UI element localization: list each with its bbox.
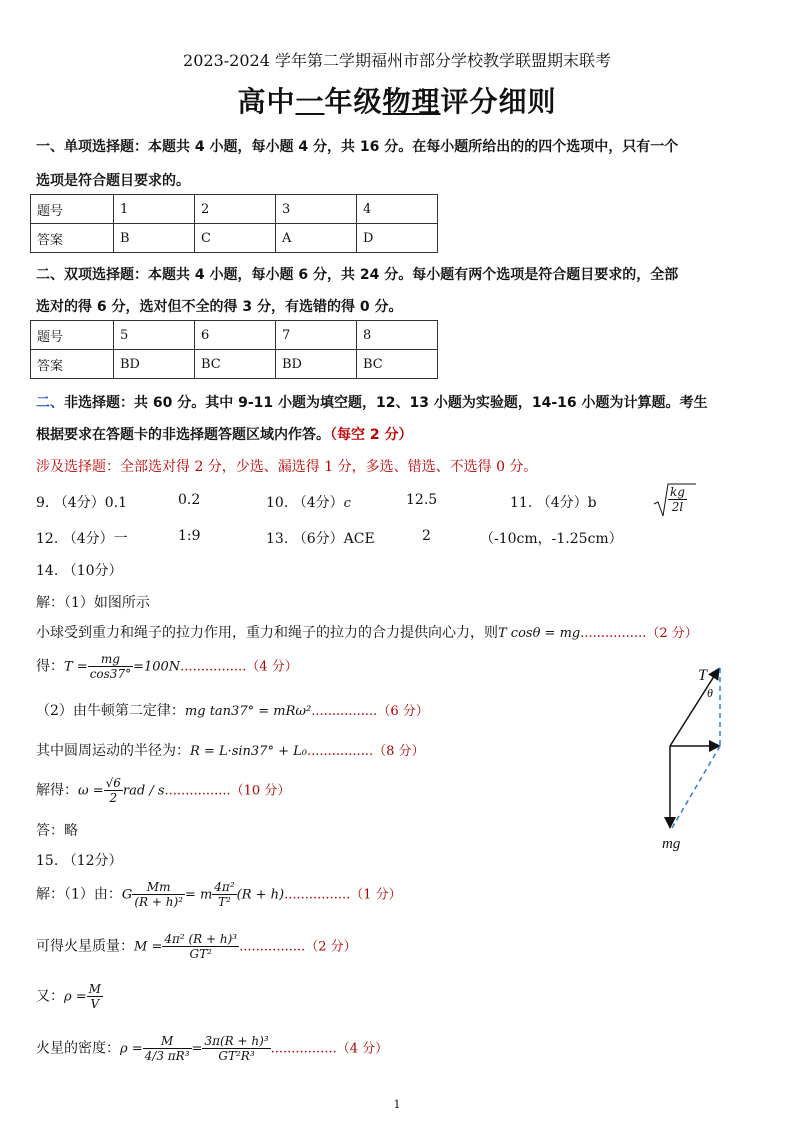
table-cell: B: [114, 224, 195, 253]
q15-step1-fraction2: [212, 880, 236, 909]
answer-q13-b: 2: [422, 528, 431, 544]
q14-step2-text: 小球受到重力和绳子的拉力作用，重力和绳子的拉力的合力提供向心力，则: [36, 625, 498, 641]
fraction-numerator: Mm: [132, 880, 185, 895]
dot-leader: ................: [180, 659, 247, 675]
answer-q10-b: 12.5: [406, 492, 438, 508]
q14-step3-prefix: 得：: [36, 658, 64, 675]
q15-step2-lhs: M =: [134, 939, 163, 955]
q15-step4: [36, 1034, 388, 1063]
q15-step1-G: G: [121, 887, 133, 903]
table-cell: 题号: [31, 321, 114, 350]
title-part2: 年级: [324, 85, 383, 118]
section3-line2-text: 根据要求在答题卡的非选择题答题区域内作答。: [36, 427, 330, 443]
answer-q10-label: 10. （4分）: [266, 495, 344, 511]
dot-leader: ................: [580, 626, 647, 641]
fraction-denominator: GT²R³: [218, 1049, 255, 1063]
table-row: [31, 350, 438, 379]
q15-step4-fraction2: [202, 1034, 270, 1063]
section3-line1: [36, 392, 708, 412]
q14-step6: [36, 776, 290, 805]
table-cell: 答案: [31, 350, 114, 379]
q15-step4-mid: =: [191, 1041, 203, 1057]
answer-q12: 12. （4分）一: [36, 531, 128, 547]
section3-note: 涉及选择题：全部选对得 2 分，少选、漏选得 1 分，多选、错选、不选得 0 分。: [36, 459, 538, 475]
q15-head: 15. （12分）: [36, 853, 123, 869]
tension-vector: [670, 670, 718, 746]
q15-step2-prefix: 可得火星质量：: [36, 938, 134, 955]
q14-step3-rhs: =100N: [133, 659, 181, 675]
answer-table-2: [30, 320, 438, 379]
answer-q9-b: 0.2: [178, 492, 201, 508]
q14-step6-lhs: ω =: [78, 783, 104, 799]
dot-leader: ................: [306, 744, 374, 759]
answer-q13-c: （-10cm，-1.25cm）: [480, 531, 623, 547]
q15-step4-prefix: 火星的密度：: [36, 1040, 120, 1057]
table-cell: C: [195, 224, 276, 253]
q14-step5-eq: R = L·sin37° + L₀: [190, 744, 307, 759]
table-cell: A: [276, 224, 357, 253]
section1-line1: 一、单项选择题：本题共 4 小题，每小题 4 分，共 16 分。在每小题所给出的的四个选项中，只有一个: [36, 139, 679, 155]
label-T: T: [698, 667, 707, 684]
fraction-numerator: 4π²: [214, 880, 235, 894]
q14-step3-fraction: [88, 652, 133, 681]
fraction-numerator: M: [143, 1034, 192, 1049]
title-part1: 高中: [237, 85, 296, 118]
q14-step4-eq: mg tan37° = mRω²: [184, 704, 312, 719]
parallelogram-line: [672, 746, 720, 828]
section1-line2: 选项是符合题目要求的。: [36, 173, 190, 189]
answer-q12-b: 1:9: [178, 528, 201, 544]
section2-line2: 选对的得 6 分，选对但不全的得 3 分，有选错的得 0 分。: [36, 299, 403, 315]
q15-step4-score: （4 分）: [336, 1041, 389, 1057]
table-cell: BD: [276, 350, 357, 379]
q15-step1-prefix: 解：（1）由：: [36, 886, 122, 903]
q15-step3: [36, 982, 103, 1011]
sqrt-fraction: [668, 485, 687, 514]
q14-step6-prefix: 解得：: [36, 782, 78, 799]
title-underlined-1: 一: [295, 85, 325, 118]
fraction-numerator: √6: [105, 776, 121, 790]
table-row: [31, 195, 438, 224]
q14-step2-score: （2 分）: [646, 626, 698, 641]
dot-leader: ................: [311, 704, 378, 719]
fraction-denominator: 2l: [671, 500, 684, 514]
fraction-numerator: mg: [88, 652, 133, 667]
title-underlined-2: 物理: [382, 85, 441, 118]
q15-step2-score: （2 分）: [305, 939, 357, 955]
section3-prefix: 二、: [36, 395, 64, 411]
fraction-denominator: 4/3 πR³: [144, 1049, 190, 1063]
table-cell: 2: [195, 195, 276, 224]
q14-step2-eq: T cosθ = mg: [498, 626, 581, 641]
q15-step4-fraction: [143, 1034, 192, 1063]
q14-step3: [36, 652, 298, 681]
answer-q10: [266, 492, 351, 512]
q14-step4-score: （6 分）: [377, 704, 429, 719]
label-theta: θ: [707, 686, 713, 700]
q14-head: 14. （10分）: [36, 563, 123, 579]
fraction-denominator: cos37°: [89, 667, 132, 681]
q14-step5-text: 其中圆周运动的半径为：: [36, 743, 190, 759]
q15-step2-fraction: [162, 932, 239, 961]
q15-step1: [36, 880, 402, 909]
table-cell: 7: [276, 321, 357, 350]
table-cell: D: [357, 224, 438, 253]
title-part3: 评分细则: [440, 85, 557, 118]
table-cell: 5: [114, 321, 195, 350]
fraction-denominator: V: [90, 997, 100, 1011]
q14-step7: 答：略: [36, 823, 78, 839]
section3-line2: [36, 424, 413, 444]
table-cell: 3: [276, 195, 357, 224]
q14-step5: [36, 740, 425, 760]
table-cell: 4: [357, 195, 438, 224]
fraction-numerator: 4π² (R + h)³: [164, 932, 238, 946]
answer-q11: 11. （4分）b: [510, 495, 597, 511]
dot-leader: ................: [239, 939, 306, 955]
q14-step6-fraction: [104, 776, 123, 805]
q14-step3-score: （4 分）: [246, 659, 298, 675]
table-cell: 题号: [31, 195, 114, 224]
section3-line1-text: 非选择题：共 60 分。其中 9-11 小题为填空题，12、13 小题为实验题，14-16 小题为计算题。考生: [64, 395, 708, 411]
fraction-denominator: GT²: [189, 947, 212, 961]
answer-q9: 9. （4分）0.1: [36, 495, 127, 511]
fraction-numerator: 3π(R + h)³: [204, 1034, 269, 1048]
q15-step3-fraction: [87, 982, 103, 1011]
dot-leader: ................: [284, 887, 351, 903]
table-cell: 8: [357, 321, 438, 350]
table-cell: BC: [195, 350, 276, 379]
table-cell: 1: [114, 195, 195, 224]
section3-line2-red: （每空 2 分）: [330, 427, 413, 443]
q15-step1-score: （1 分）: [350, 887, 402, 903]
page-number: 1: [393, 1098, 401, 1111]
q15-step3-prefix: 又：: [36, 988, 64, 1005]
force-diagram: [640, 660, 740, 860]
dot-leader: ................: [270, 1041, 337, 1057]
q15-step1-fraction: [132, 880, 185, 909]
q15-step3-lhs: ρ =: [64, 989, 87, 1005]
table-row: [31, 224, 438, 253]
fraction-denominator: T²: [218, 895, 231, 909]
fraction-denominator: (R + h)²: [134, 895, 183, 909]
fraction-denominator: 2: [109, 791, 118, 805]
answer-q13: 13. （6分）ACE: [266, 531, 375, 547]
q15-step4-lhs: ρ =: [120, 1041, 143, 1057]
table-row: [31, 321, 438, 350]
q14-step4: [36, 700, 429, 720]
q14-step1: 解：（1）如图所示: [36, 595, 150, 611]
q14-step5-score: （8 分）: [373, 744, 425, 759]
q15-step1-rhs: (R + h): [236, 887, 285, 903]
q15-step1-mid: = m: [184, 887, 213, 903]
fraction-numerator: M: [88, 982, 101, 996]
fraction-numerator: kg: [670, 485, 685, 499]
section2-line1: 二、双项选择题：本题共 4 小题，每小题 6 分，共 24 分。每小题有两个选项是符合题目要求的，全部: [36, 267, 679, 283]
answer-table-1: [30, 194, 438, 253]
dot-leader: ................: [164, 783, 231, 799]
table-cell: 答案: [31, 224, 114, 253]
q14-step6-rhs: rad / s: [122, 783, 165, 799]
q14-step3-lhs: T =: [64, 659, 88, 675]
table-cell: 6: [195, 321, 276, 350]
table-cell: BD: [114, 350, 195, 379]
page-title: [0, 80, 794, 120]
answer-q10-c: c: [343, 496, 351, 511]
q14-step4-text: （2）由牛顿第二定律：: [36, 703, 185, 719]
q15-step2: [36, 932, 357, 961]
table-cell: BC: [357, 350, 438, 379]
q14-step6-score: （10 分）: [230, 783, 291, 799]
exam-header: 2023-2024 学年第二学期福州市部分学校教学联盟期末联考: [183, 51, 611, 70]
q14-step2: [36, 622, 698, 642]
label-mg: mg: [662, 836, 681, 852]
